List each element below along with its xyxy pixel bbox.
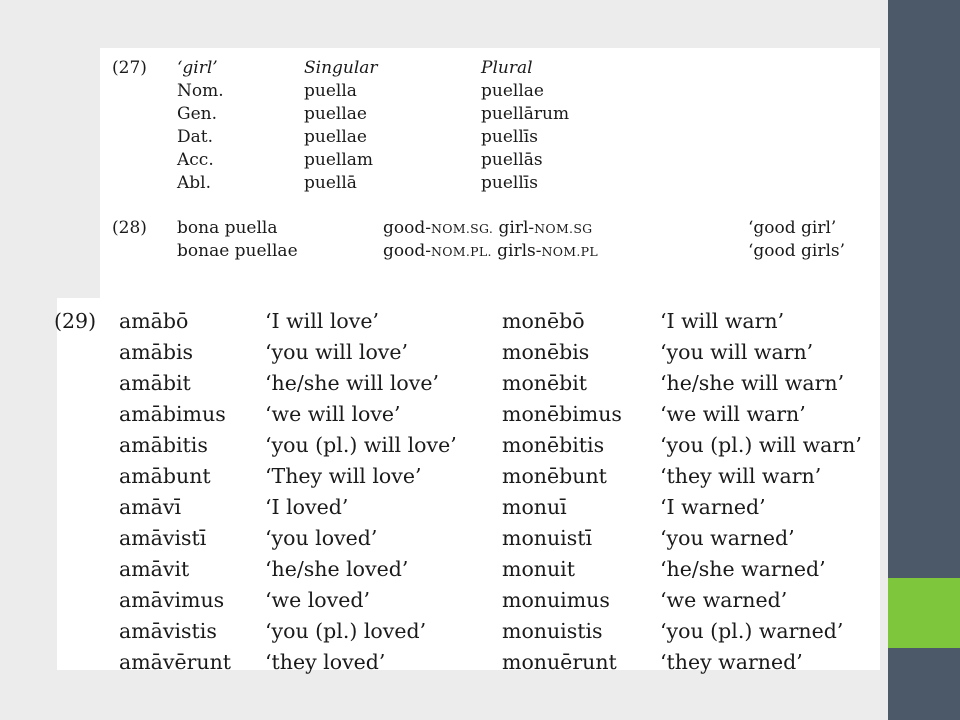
moneo-translation: ‘I warned’ <box>660 495 766 519</box>
case-label: Nom. <box>177 81 224 101</box>
amo-translation: ‘he/she will love’ <box>265 371 439 395</box>
singular-form: puella <box>304 81 357 101</box>
amo-translation: ‘we will love’ <box>265 402 401 426</box>
moneo-form: monuistis <box>502 619 603 643</box>
case-label: Dat. <box>177 127 214 147</box>
amo-translation: ‘they loved’ <box>265 650 386 674</box>
slide-accent-block <box>888 578 960 648</box>
latin-phrase: bonae puellae <box>177 241 298 261</box>
amo-form: amābō <box>119 309 189 333</box>
gloss-word: good- <box>383 241 431 261</box>
moneo-translation: ‘you (pl.) warned’ <box>660 619 844 643</box>
singular-form: puellam <box>304 150 374 170</box>
moneo-form: monēbunt <box>502 464 607 488</box>
moneo-translation: ‘he/she will warn’ <box>660 371 845 395</box>
amo-translation: ‘They will love’ <box>265 464 422 488</box>
case-label: Acc. <box>177 150 214 170</box>
example-27-plural-header: Plural <box>481 58 533 78</box>
example-29-number: (29) <box>54 309 97 333</box>
singular-form: puellā <box>304 173 357 193</box>
moneo-translation: ‘they will warn’ <box>660 464 822 488</box>
moneo-form: monēbō <box>502 309 585 333</box>
amo-translation: ‘you (pl.) will love’ <box>265 433 457 457</box>
moneo-translation: ‘we will warn’ <box>660 402 806 426</box>
amo-form: amāvī <box>119 495 182 519</box>
moneo-translation: ‘you will warn’ <box>660 340 814 364</box>
plural-form: puellīs <box>481 127 538 147</box>
amo-translation: ‘he/she loved’ <box>265 557 409 581</box>
moneo-form: monēbis <box>502 340 590 364</box>
singular-form: puellae <box>304 127 367 147</box>
moneo-translation: ‘you warned’ <box>660 526 795 550</box>
amo-form: amābitis <box>119 433 208 457</box>
latin-phrase: bona puella <box>177 218 278 238</box>
amo-form: amābit <box>119 371 191 395</box>
amo-form: amābunt <box>119 464 211 488</box>
plural-form: puellīs <box>481 173 538 193</box>
moneo-translation: ‘we warned’ <box>660 588 788 612</box>
gloss-tag: NOM.PL. <box>430 244 492 259</box>
moneo-form: monuērunt <box>502 650 617 674</box>
amo-translation: ‘you will love’ <box>265 340 409 364</box>
example-29-excerpt <box>54 298 880 674</box>
moneo-form: monēbitis <box>502 433 605 457</box>
amo-form: amāvistī <box>119 526 207 550</box>
case-label: Abl. <box>177 173 211 193</box>
gloss-tag: NOM.SG <box>534 221 593 236</box>
moneo-form: monēbit <box>502 371 588 395</box>
moneo-form: monuit <box>502 557 575 581</box>
amo-form: amāvit <box>119 557 190 581</box>
gloss-word: girl- <box>493 218 535 238</box>
amo-translation: ‘I loved’ <box>265 495 349 519</box>
amo-translation: ‘we loved’ <box>265 588 370 612</box>
case-label: Gen. <box>177 104 217 124</box>
singular-form: puellae <box>304 104 367 124</box>
amo-form: amābimus <box>119 402 226 426</box>
example-27-lexeme: ‘girl’ <box>177 58 218 78</box>
moneo-form: monuimus <box>502 588 610 612</box>
plural-form: puellās <box>481 150 543 170</box>
moneo-form: monuistī <box>502 526 593 550</box>
moneo-translation: ‘he/she warned’ <box>660 557 826 581</box>
plural-form: puellae <box>481 81 544 101</box>
amo-form: amāvistis <box>119 619 217 643</box>
example-27-28-excerpt <box>100 48 880 298</box>
translation: ‘good girl’ <box>748 218 837 238</box>
plural-form: puellārum <box>481 104 570 124</box>
interlinear-gloss <box>383 243 598 260</box>
gloss-word: girls- <box>491 241 542 261</box>
moneo-translation: ‘you (pl.) will warn’ <box>660 433 862 457</box>
gloss-word: good- <box>383 218 431 238</box>
example-28-number: (28) <box>112 218 147 238</box>
moneo-form: monuī <box>502 495 567 519</box>
moneo-translation: ‘they warned’ <box>660 650 803 674</box>
translation: ‘good girls’ <box>748 241 846 261</box>
moneo-translation: ‘I will warn’ <box>660 309 785 333</box>
amo-translation: ‘you (pl.) loved’ <box>265 619 427 643</box>
amo-translation: ‘I will love’ <box>265 309 379 333</box>
example-27-singular-header: Singular <box>304 58 378 78</box>
gloss-tag: NOM.SG. <box>430 221 494 236</box>
interlinear-gloss <box>383 220 592 237</box>
amo-form: amābis <box>119 340 194 364</box>
example-27-number: (27) <box>112 58 147 78</box>
moneo-form: monēbimus <box>502 402 622 426</box>
amo-translation: ‘you loved’ <box>265 526 378 550</box>
amo-form: amāvimus <box>119 588 225 612</box>
amo-form: amāvērunt <box>119 650 232 674</box>
gloss-tag: NOM.PL <box>541 244 598 259</box>
